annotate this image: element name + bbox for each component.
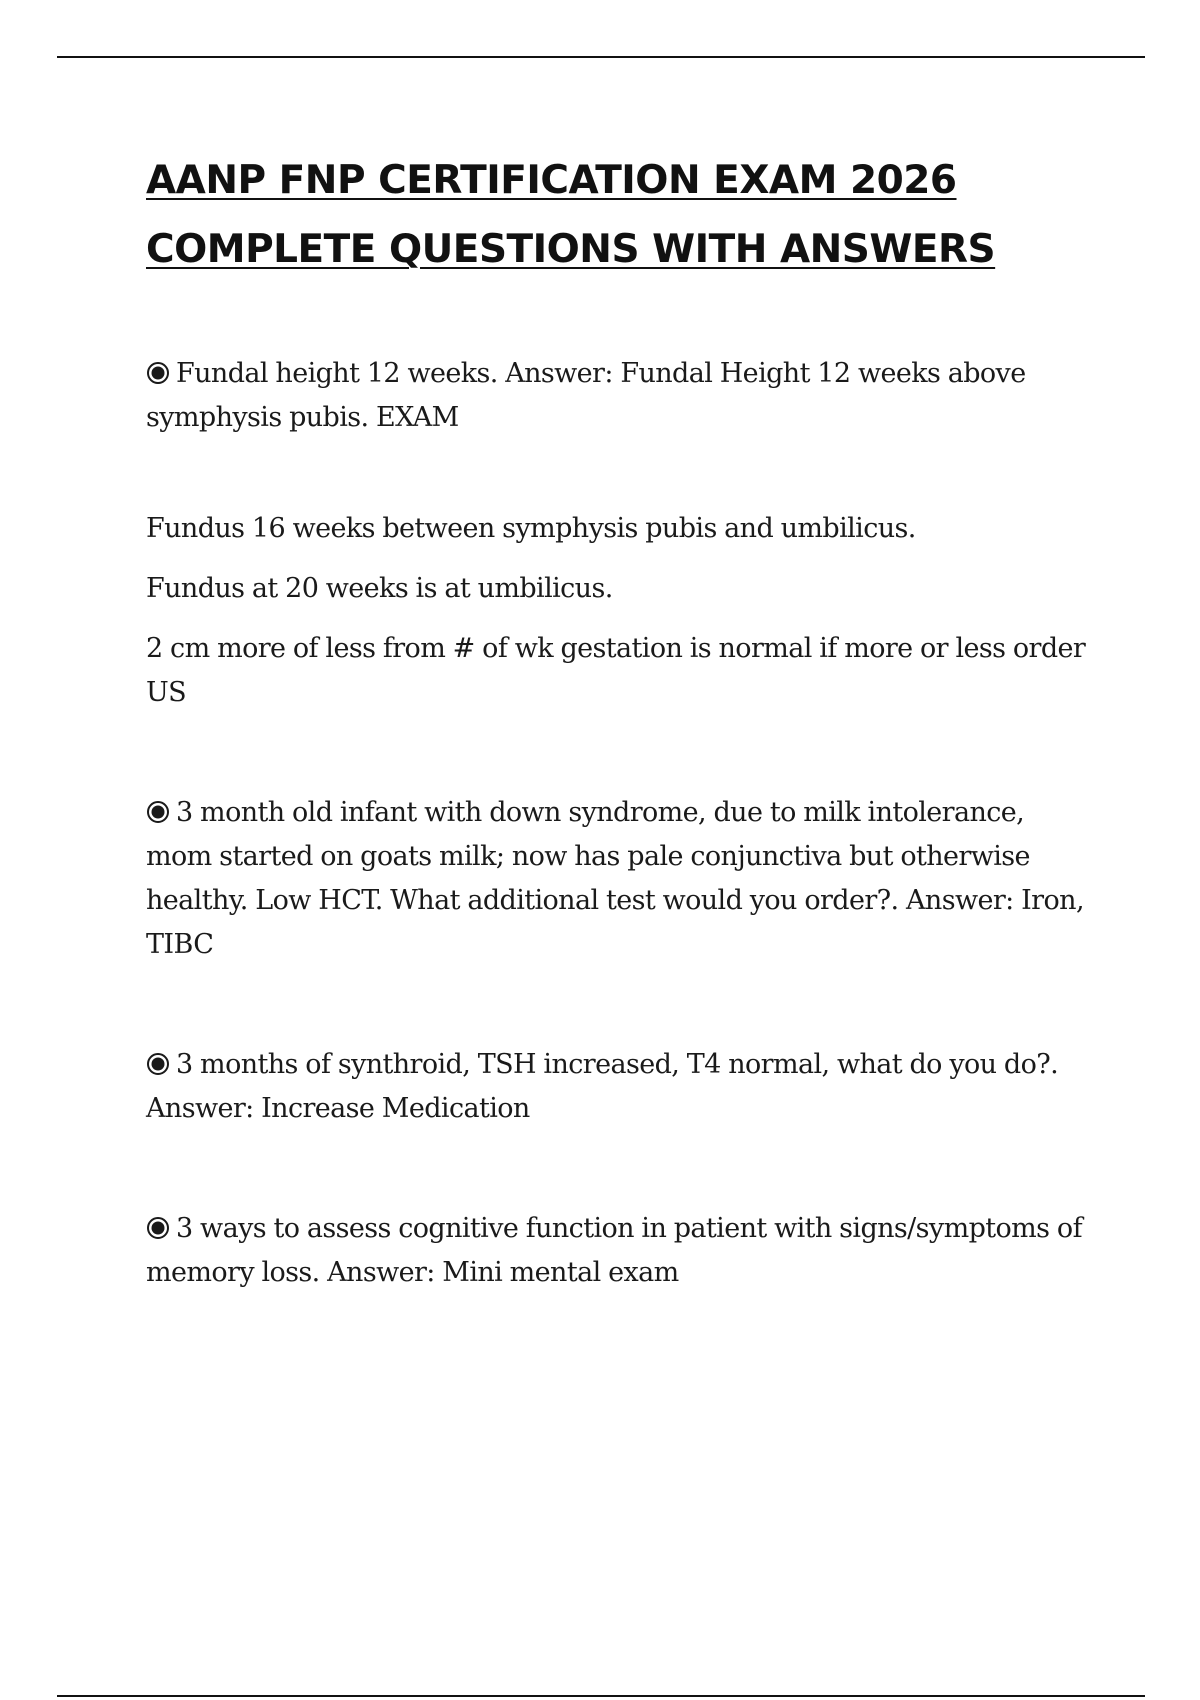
bottom-rule	[57, 1695, 1145, 1697]
question-item	[146, 1043, 1086, 1131]
question-text: 3 ways to assess cognitive function in patient with signs/symptoms of memory loss. Answer: Mini mental exam	[146, 1213, 1082, 1288]
document-body	[146, 352, 1086, 1295]
title-line-2: COMPLETE QUESTIONS WITH ANSWERS	[146, 227, 996, 272]
question-item	[146, 352, 1086, 440]
radio-bullet-icon	[146, 800, 170, 824]
radio-bullet-icon	[146, 1216, 170, 1240]
title-line-1: AANP FNP CERTIFICATION EXAM 2026	[146, 158, 957, 203]
answer-detail	[146, 507, 1086, 551]
answer-detail	[146, 567, 1086, 611]
detail-text: Fundus 16 weeks between symphysis pubis and umbilicus.	[146, 513, 916, 544]
question-item	[146, 791, 1086, 967]
answer-detail	[146, 627, 1086, 715]
question-text: Fundal height 12 weeks. Answer: Fundal Height 12 weeks above symphysis pubis. EXAM	[146, 358, 1026, 433]
detail-text: 2 cm more of less from # of wk gestation is normal if more or less order US	[146, 633, 1086, 708]
top-rule	[57, 56, 1145, 58]
question-text: 3 months of synthroid, TSH increased, T4 normal, what do you do?. Answer: Increase Medication	[146, 1049, 1059, 1124]
radio-bullet-icon	[146, 361, 170, 385]
detail-text: Fundus at 20 weeks is at umbilicus.	[146, 573, 613, 604]
radio-bullet-icon	[146, 1052, 170, 1076]
question-text: 3 month old infant with down syndrome, due to milk intolerance, mom started on goats milk; now has pale conjunctiva but otherwise healthy. Low HCT. What additional test would you order?. Answer: Iron, TIBC	[146, 797, 1084, 960]
question-item	[146, 1207, 1086, 1295]
document-title	[146, 146, 1106, 284]
